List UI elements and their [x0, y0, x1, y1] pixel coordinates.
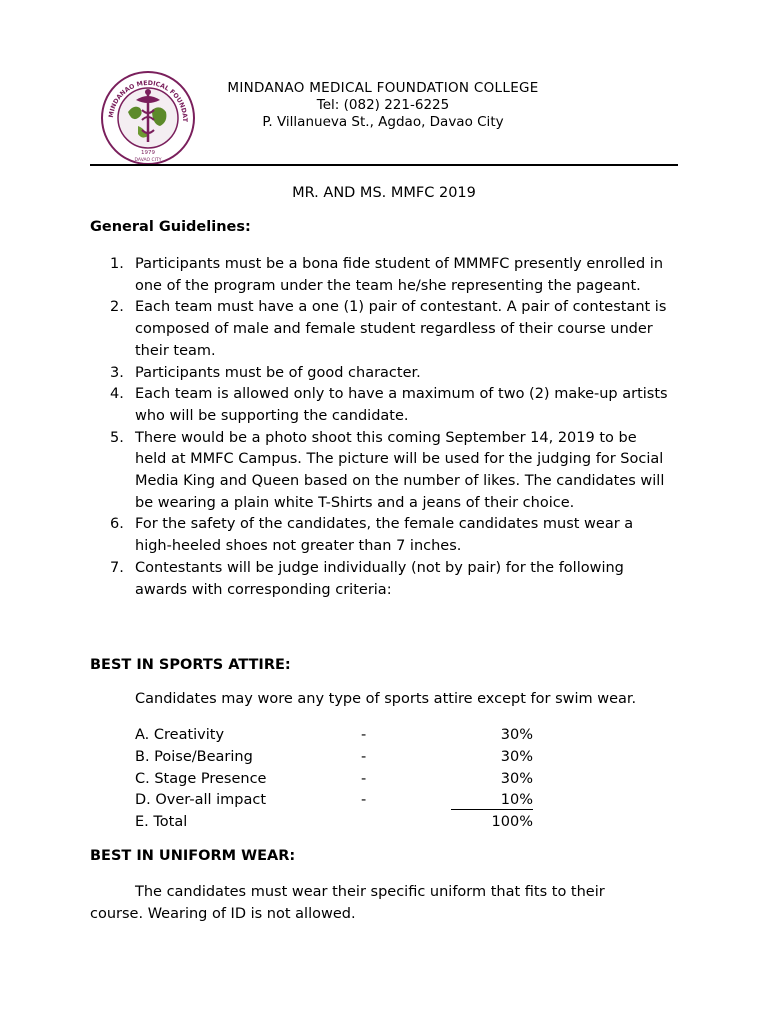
guideline-number: 2.: [110, 299, 124, 316]
college-seal-logo: [100, 70, 196, 166]
criteria-percentage: 30%: [500, 727, 533, 743]
subtotal-underline: [451, 809, 533, 810]
guideline-number: 4.: [110, 386, 124, 403]
guideline-text: Each team is allowed only to have a maximum of two (2) make-up artists who will be supporting the candidate.: [135, 386, 668, 424]
criteria-percentage: 30%: [500, 770, 533, 787]
criteria-label: C. Stage Presence: [135, 770, 267, 787]
guideline-text: There would be a photo shoot this coming September 14, 2019 to be held at MMFC Campus. The picture will be used for the judging for Social Media King and Queen based on the number of likes. The candidates will be wearing a plain white T-Shirts and a jeans of their choice.: [135, 429, 665, 511]
letterhead: [200, 80, 566, 131]
criteria-dash: -: [361, 792, 367, 809]
guidelines-list: [90, 254, 670, 601]
criteria-row: [135, 812, 535, 834]
guideline-item: [90, 428, 670, 515]
guideline-text: Each team must have a one (1) pair of contestant. A pair of contestant is composed of male and female student regardless of their course under their team.: [135, 299, 667, 359]
sports-attire-heading: BEST IN SPORTS ATTIRE:: [90, 657, 291, 673]
guideline-number: 1.: [110, 256, 124, 272]
criteria-percentage: 30%: [500, 748, 533, 765]
criteria-label: B. Poise/Bearing: [135, 748, 253, 765]
criteria-row: [135, 725, 535, 747]
criteria-label: A. Creativity: [135, 727, 225, 743]
criteria-label: E. Total: [135, 814, 188, 831]
sports-attire-description: Candidates may wore any type of sports attire except for swim wear.: [135, 691, 637, 707]
criteria-row: [135, 790, 535, 812]
guideline-text: Participants must be a bona fide student of MMMFC presently enrolled in one of the program under the team he/she representing the pageant.: [135, 256, 664, 294]
criteria-dash: -: [361, 727, 367, 743]
criteria-dash: -: [361, 748, 367, 765]
svg-text:DAVAO CITY: DAVAO CITY: [134, 158, 162, 163]
guideline-number: 5.: [110, 429, 124, 446]
guideline-text: Participants must be of good character.: [135, 364, 421, 381]
guideline-text: Contestants will be judge individually (not by pair) for the following awards with corresponding criteria:: [135, 559, 624, 598]
criteria-row: [135, 769, 535, 791]
criteria-percentage: 100%: [491, 814, 533, 831]
uniform-wear-heading: BEST IN UNIFORM WEAR:: [90, 848, 296, 864]
general-guidelines-heading: General Guidelines:: [90, 219, 251, 235]
guideline-number: 3.: [110, 364, 124, 381]
sports-criteria-list: [135, 725, 535, 834]
guideline-number: 7.: [110, 559, 124, 576]
college-name: MINDANAO MEDICAL FOUNDATION COLLEGE: [227, 80, 539, 96]
svg-text:MINDANAO MEDICAL FOUNDATION CO: MINDANAO MEDICAL FOUNDAT: [107, 79, 189, 123]
guideline-text: For the safety of the candidates, the female candidates must wear a high-heeled shoes not greater than 7 inches.: [135, 516, 634, 555]
guideline-item: [90, 514, 670, 557]
header-divider: [90, 164, 678, 166]
guideline-item: [90, 384, 670, 427]
guideline-item: [90, 297, 670, 362]
document-title: MR. AND MS. MMFC 2019: [292, 185, 476, 201]
guideline-item: [90, 254, 670, 297]
guideline-item: [90, 558, 670, 601]
criteria-row: [135, 747, 535, 769]
guideline-item: [90, 363, 670, 385]
college-address: P. Villanueva St., Agdao, Davao City: [262, 114, 504, 130]
uniform-wear-description: The candidates must wear their specific uniform that fits to their course. Wearing of ID is not allowed.: [90, 884, 605, 922]
guideline-number: 6.: [110, 516, 124, 533]
college-telephone: Tel: (082) 221-6225: [316, 97, 450, 113]
criteria-label: D. Over-all impact: [135, 792, 267, 809]
criteria-percentage: 10%: [500, 792, 533, 809]
svg-text:1979: 1979: [141, 150, 155, 156]
criteria-dash: -: [361, 770, 367, 787]
